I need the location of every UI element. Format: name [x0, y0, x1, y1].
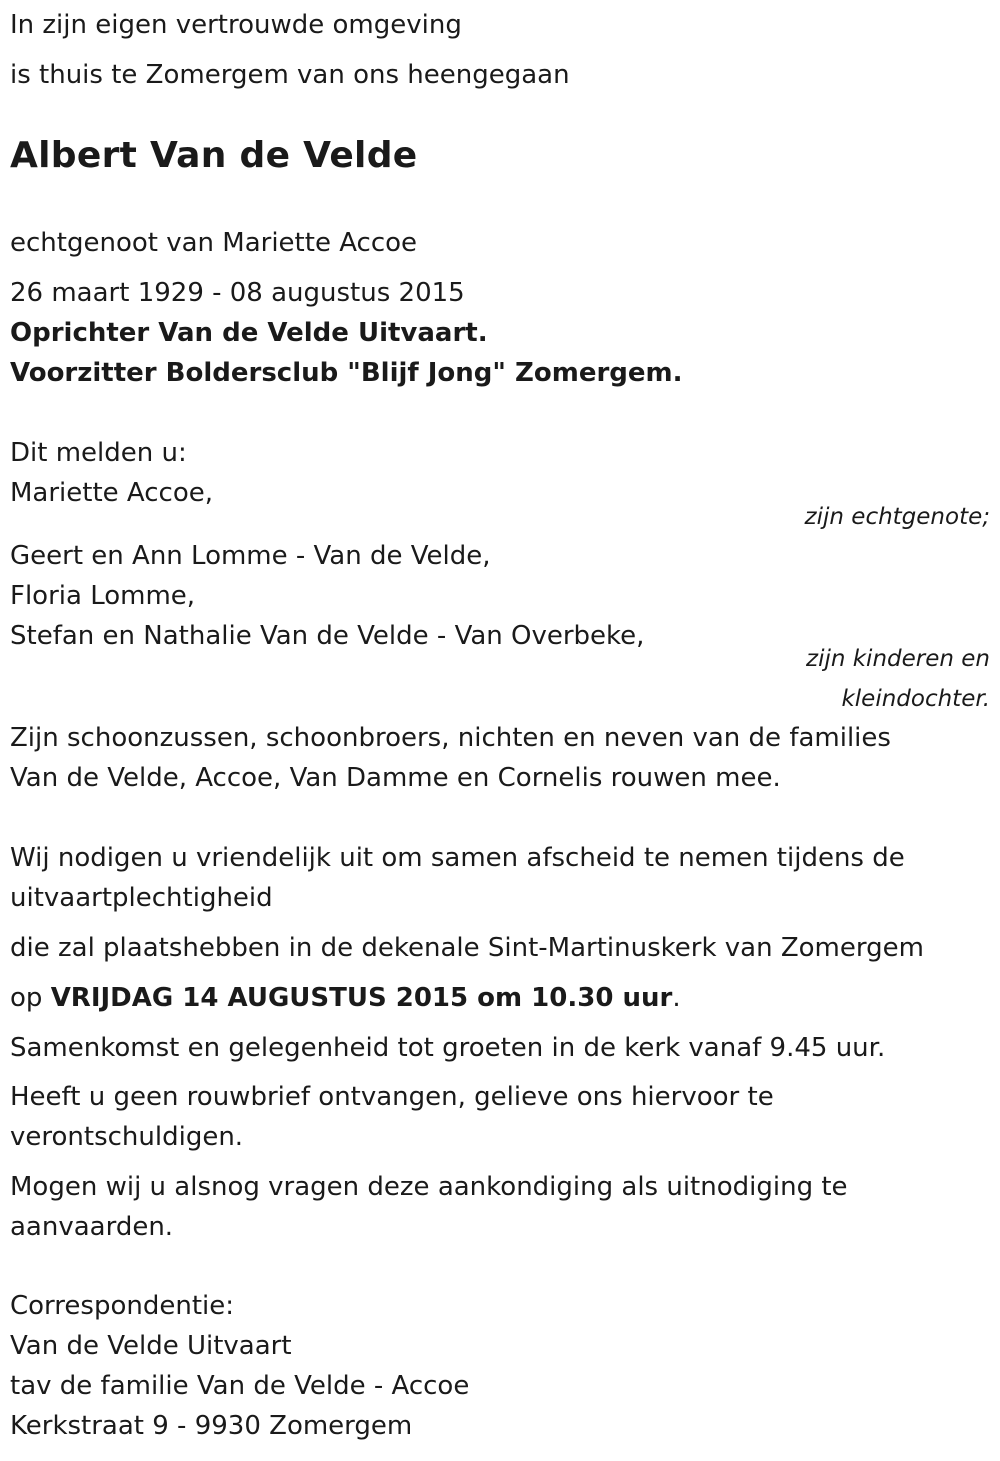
request-line-1: Mogen wij u alsnog vragen deze aankondiging als uitnodiging te	[10, 1172, 848, 1202]
gathering-line: Samenkomst en gelegenheid tot groeten in de kerk vanaf 9.45 uur.	[10, 1033, 886, 1063]
deceased-name: Albert Van de Velde	[10, 135, 418, 176]
announcers-heading: Dit melden u:	[10, 438, 187, 468]
spouse-role: zijn echtgenote;	[804, 504, 990, 530]
correspondence-line-2: tav de familie Van de Velde - Accoe	[10, 1371, 470, 1401]
ceremony-date	[10, 982, 681, 1014]
correspondence-heading: Correspondentie:	[10, 1291, 234, 1321]
spouse-line: echtgenoot van Mariette Accoe	[10, 228, 418, 258]
family-line-2: Van de Velde, Accoe, Van Damme en Cornelis rouwen mee.	[10, 763, 781, 793]
spouse-name: Mariette Accoe,	[10, 478, 214, 508]
invite-line-2: uitvaartplechtigheid	[10, 883, 273, 913]
title-chairman: Voorzitter Boldersclub "Blijf Jong" Zomergem.	[10, 358, 683, 388]
correspondence-line-3: Kerkstraat 9 - 9930 Zomergem	[10, 1411, 413, 1441]
child-line-1: Geert en Ann Lomme - Van de Velde,	[10, 541, 491, 571]
invite-line-1: Wij nodigen u vriendelijk uit om samen afscheid te nemen tijdens de	[10, 843, 905, 873]
children-role-line-1: zijn kinderen en	[806, 646, 990, 672]
family-line-1: Zijn schoonzussen, schoonbroers, nichten en neven van de families	[10, 723, 891, 753]
no-letter-line-2: verontschuldigen.	[10, 1122, 244, 1152]
child-line-3: Stefan en Nathalie Van de Velde - Van Overbeke,	[10, 621, 645, 651]
life-dates: 26 maart 1929 - 08 augustus 2015	[10, 278, 465, 308]
correspondence-line-1: Van de Velde Uitvaart	[10, 1331, 292, 1361]
ceremony-date-suffix: .	[672, 983, 681, 1013]
no-letter-line-1: Heeft u geen rouwbrief ontvangen, gelieve ons hiervoor te	[10, 1082, 774, 1112]
request-line-2: aanvaarden.	[10, 1212, 174, 1242]
child-line-2: Floria Lomme,	[10, 581, 196, 611]
ceremony-date-prefix: op	[10, 983, 51, 1013]
intro-line-1: In zijn eigen vertrouwde omgeving	[10, 10, 462, 40]
children-role-line-2: kleindochter.	[841, 686, 990, 712]
intro-line-2: is thuis te Zomergem van ons heengegaan	[10, 60, 570, 90]
ceremony-date-bold: VRIJDAG 14 AUGUSTUS 2015 om 10.30 uur	[50, 983, 673, 1013]
title-founder: Oprichter Van de Velde Uitvaart.	[10, 318, 488, 348]
ceremony-location: die zal plaatshebben in de dekenale Sint-Martinuskerk van Zomergem	[10, 933, 924, 963]
